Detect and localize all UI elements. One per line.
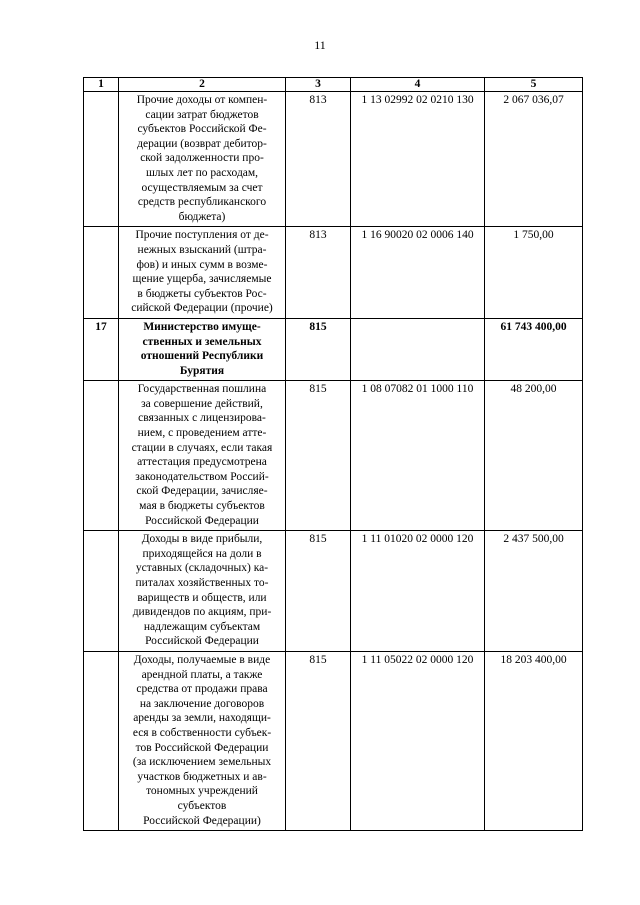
revenue-name-line: Доходы в виде прибыли, bbox=[141, 533, 263, 546]
table-row bbox=[84, 531, 583, 652]
revenue-name bbox=[119, 227, 286, 319]
revenue-name-line: тов Российской Федерации bbox=[135, 741, 269, 754]
admin-code: 815 bbox=[286, 381, 351, 531]
budget-classification-code: 1 11 01020 02 0000 120 bbox=[351, 531, 485, 652]
revenue-name-line: дивидендов по акциям, при- bbox=[132, 606, 272, 619]
revenue-name-line: аренды за земли, находящи- bbox=[133, 712, 271, 725]
revenue-name-line: стации в случаях, если такая bbox=[131, 441, 273, 454]
revenue-name-line: Российской Федерации) bbox=[143, 814, 261, 827]
amount: 1 750,00 bbox=[485, 227, 583, 319]
column-header-5: 5 bbox=[485, 78, 583, 92]
revenue-table bbox=[83, 77, 583, 831]
row-number bbox=[84, 92, 119, 227]
revenue-name-line: Министерство имуще- bbox=[143, 320, 261, 333]
amount: 2 437 500,00 bbox=[485, 531, 583, 652]
amount: 48 200,00 bbox=[485, 381, 583, 531]
revenue-name-line: осуществляемым за счет bbox=[141, 181, 263, 194]
column-header-1: 1 bbox=[84, 78, 119, 92]
admin-code: 815 bbox=[286, 651, 351, 830]
revenue-name bbox=[119, 92, 286, 227]
revenue-name bbox=[119, 651, 286, 830]
revenue-name-line: шлых лет по расходам, bbox=[145, 166, 259, 179]
revenue-name-line: питалах хозяйственных то- bbox=[135, 577, 269, 589]
revenue-name-line: сийской Федерации (прочие) bbox=[131, 302, 273, 315]
table-row bbox=[84, 318, 583, 380]
row-number bbox=[84, 531, 119, 652]
revenue-name-line: субъектов Российской Фе- bbox=[137, 123, 267, 136]
budget-classification-code: 1 11 05022 02 0000 120 bbox=[351, 651, 485, 830]
table-row bbox=[84, 381, 583, 531]
revenue-name-line: (за исключением земельных bbox=[132, 756, 272, 769]
budget-classification-code: 1 16 90020 02 0006 140 bbox=[351, 227, 485, 319]
budget-classification-code: 1 08 07082 01 1000 110 bbox=[351, 381, 485, 531]
revenue-name-line: нежных взысканий (штра- bbox=[137, 243, 267, 256]
revenue-name-line: за совершение действий, bbox=[141, 397, 263, 410]
admin-code: 815 bbox=[286, 531, 351, 652]
revenue-name-line: тономных учреждений bbox=[146, 785, 258, 798]
revenue-name-line: бюджета) bbox=[178, 210, 226, 223]
revenue-name bbox=[119, 318, 286, 380]
revenue-name-line: сации затрат бюджетов bbox=[145, 108, 259, 121]
revenue-name-line: в бюджеты субъектов Рос- bbox=[137, 287, 267, 300]
revenue-name-line: средства от продажи права bbox=[136, 683, 268, 696]
admin-code: 813 bbox=[286, 227, 351, 319]
revenue-name-line: отношений Республики bbox=[140, 350, 264, 363]
column-header-3: 3 bbox=[286, 78, 351, 92]
row-number bbox=[84, 381, 119, 531]
revenue-name bbox=[119, 381, 286, 531]
admin-code: 813 bbox=[286, 92, 351, 227]
admin-code: 815 bbox=[286, 318, 351, 380]
revenue-name-line: на заключение договоров bbox=[139, 697, 265, 710]
budget-classification-code bbox=[351, 318, 485, 380]
row-number bbox=[84, 651, 119, 830]
revenue-name-line: Бурятия bbox=[179, 364, 225, 377]
amount: 61 743 400,00 bbox=[485, 318, 583, 380]
revenue-name-line: щение ущерба, зачисляемые bbox=[132, 273, 272, 286]
table-row bbox=[84, 92, 583, 227]
revenue-name-line: фов) и иных сумм в возме- bbox=[136, 258, 268, 271]
table-header-row bbox=[84, 78, 583, 92]
revenue-name-line: участков бюджетных и ав- bbox=[137, 770, 267, 783]
revenue-name-line: Прочие поступления от де- bbox=[135, 229, 269, 242]
column-header-4: 4 bbox=[351, 78, 485, 92]
revenue-name-line: дерации (возврат дебитор- bbox=[137, 137, 267, 150]
revenue-name-line: средств республиканского bbox=[137, 196, 267, 209]
revenue-name-line: ской задолженности про- bbox=[140, 152, 264, 165]
table-row bbox=[84, 651, 583, 830]
revenue-name-line: субъектов bbox=[177, 799, 227, 812]
revenue-name-line: ской Федерации, зачисляе- bbox=[136, 485, 268, 498]
revenue-name-line: Российской Федерации bbox=[145, 635, 259, 648]
row-number bbox=[84, 227, 119, 319]
revenue-name-line: законодательством Россий- bbox=[135, 470, 269, 483]
revenue-name-line: ственных и земельных bbox=[142, 335, 262, 348]
revenue-name bbox=[119, 531, 286, 652]
column-header-2: 2 bbox=[119, 78, 286, 92]
revenue-name-line: мая в бюджеты субъектов bbox=[139, 500, 265, 513]
page-number: 11 bbox=[314, 38, 326, 52]
revenue-name-line: приходящейся на доли в bbox=[142, 547, 262, 560]
revenue-name-line: Российской Федерации bbox=[145, 514, 259, 527]
revenue-name-line: надлежащим субъектам bbox=[143, 620, 261, 633]
row-number: 17 bbox=[84, 318, 119, 380]
amount: 18 203 400,00 bbox=[485, 651, 583, 830]
revenue-name-line: нием, с проведением атте- bbox=[137, 427, 267, 440]
revenue-name-line: Государственная пошлина bbox=[137, 383, 267, 396]
revenue-name-line: уставных (складочных) ка- bbox=[135, 562, 269, 575]
revenue-name-line: Прочие доходы от компен- bbox=[136, 94, 268, 106]
amount: 2 067 036,07 bbox=[485, 92, 583, 227]
revenue-name-line: связанных с лицензирова- bbox=[138, 412, 266, 425]
budget-classification-code: 1 13 02992 02 0210 130 bbox=[351, 92, 485, 227]
table-row bbox=[84, 227, 583, 319]
revenue-name-line: аттестация предусмотрена bbox=[137, 456, 267, 469]
revenue-name-line: вариществ и обществ, или bbox=[137, 591, 267, 604]
revenue-name-line: арендной платы, а также bbox=[141, 668, 263, 681]
revenue-name-line: еся в собственности субъек- bbox=[132, 726, 272, 739]
revenue-name-line: Доходы, получаемые в виде bbox=[133, 653, 271, 666]
